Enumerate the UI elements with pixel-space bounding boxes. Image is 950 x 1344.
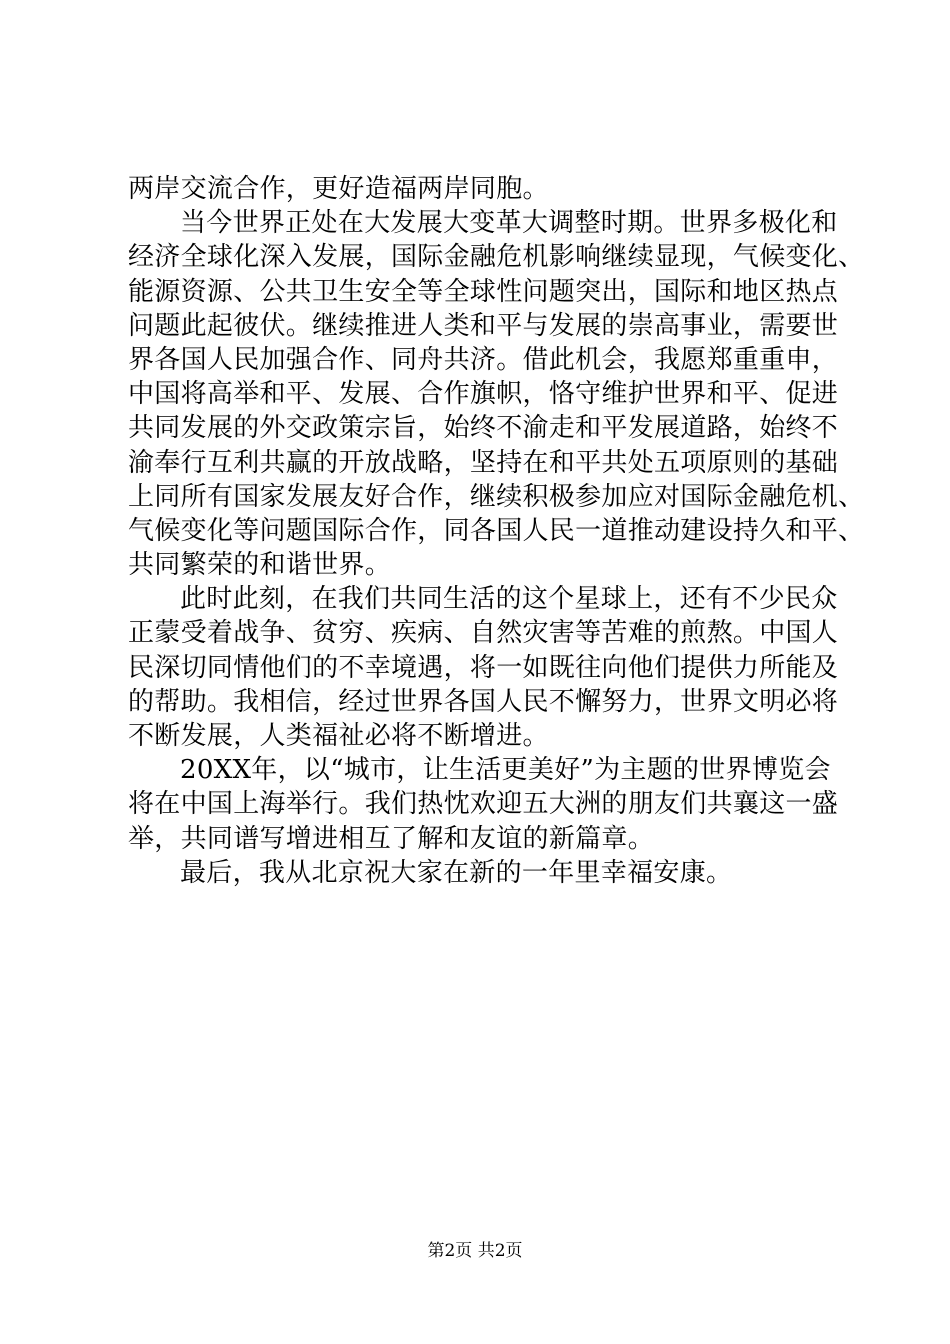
paragraph-first-line: 此时此刻，在我们共同生活的这个星球上，还有不少民众 — [180, 584, 838, 615]
text-line: 经济全球化深入发展，国际金融危机影响继续显现，气候变化、 — [128, 242, 865, 273]
body-text — [128, 172, 865, 890]
text-line: 民深切同情他们的不幸境遇，将一如既往向他们提供力所能及 — [128, 652, 839, 683]
text-line: 正蒙受着战争、贫穷、疾病、自然灾害等苦难的煎熬。中国人 — [128, 618, 839, 649]
paragraph-first-line: 20XX年，以“城市，让生活更美好”为主题的世界博览会 — [180, 755, 831, 786]
page-number-label: 第2页 共2页 — [427, 1241, 523, 1261]
text-line: 中国将高举和平、发展、合作旗帜，恪守维护世界和平、促进 — [128, 379, 839, 410]
text-line: 两岸交流合作，更好造福两岸同胞。 — [128, 174, 549, 204]
text-line: 共同发展的外交政策宗旨，始终不渝走和平发展道路，始终不 — [128, 413, 839, 444]
paragraph-first-line: 最后，我从北京祝大家在新的一年里幸福安康。 — [180, 857, 733, 888]
text-line: 能源资源、公共卫生安全等全球性问题突出，国际和地区热点 — [128, 276, 839, 307]
text-line: 将在中国上海举行。我们热忱欢迎五大洲的朋友们共襄这一盛 — [128, 789, 839, 820]
paragraph-first-line: 当今世界正处在大发展大变革大调整时期。世界多极化和 — [180, 208, 838, 239]
text-line: 举，共同谱写增进相互了解和友谊的新篇章。 — [128, 823, 655, 854]
page-footer — [0, 1240, 950, 1262]
text-line: 不断发展，人类福祉必将不断增进。 — [128, 721, 549, 751]
text-line: 的帮助。我相信，经过世界各国人民不懈努力，世界文明必将 — [128, 686, 839, 717]
text-line: 渝奉行互利共赢的开放战略，坚持在和平共处五项原则的基础 — [128, 447, 839, 478]
text-line: 上同所有国家发展友好合作，继续积极参加应对国际金融危机、 — [128, 481, 865, 512]
text-line: 界各国人民加强合作、同舟共济。借此机会，我愿郑重重申， — [128, 344, 839, 375]
text-line: 共同繁荣的和谐世界。 — [128, 550, 392, 581]
text-line: 气候变化等问题国际合作，同各国人民一道推动建设持久和平、 — [128, 515, 865, 546]
text-line: 问题此起彼伏。继续推进人类和平与发展的崇高事业，需要世 — [128, 310, 839, 341]
